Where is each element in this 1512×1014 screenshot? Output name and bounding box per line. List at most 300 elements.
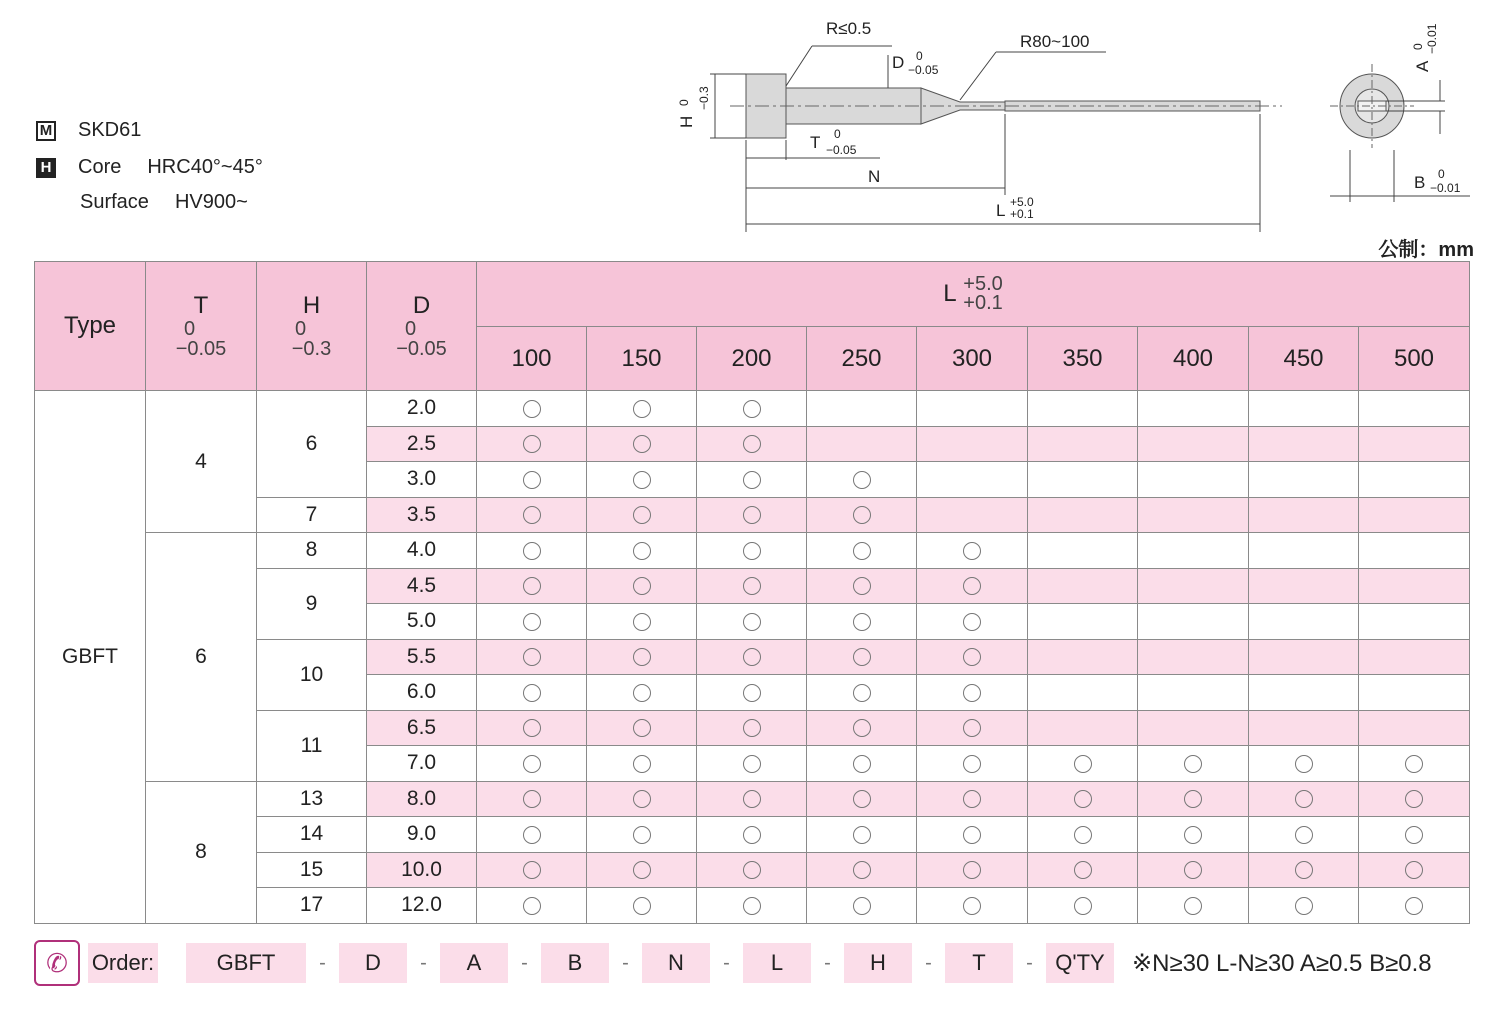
t-label: T xyxy=(810,133,821,152)
availability-cell xyxy=(697,675,807,711)
available-circle-icon xyxy=(633,648,651,666)
order-separator: - xyxy=(925,951,932,974)
hardness-badge: H xyxy=(36,158,56,178)
available-circle-icon xyxy=(523,577,541,595)
availability-cell xyxy=(917,675,1028,711)
availability-cell xyxy=(587,746,697,782)
availability-cell xyxy=(697,497,807,533)
availability-cell xyxy=(1359,746,1470,782)
availability-cell xyxy=(587,888,697,924)
available-circle-icon xyxy=(853,506,871,524)
availability-cell xyxy=(807,639,917,675)
available-circle-icon xyxy=(633,400,651,418)
available-circle-icon xyxy=(633,826,651,844)
available-circle-icon xyxy=(523,435,541,453)
available-circle-icon xyxy=(1074,790,1092,808)
d-cell: 6.5 xyxy=(367,710,477,746)
availability-cell xyxy=(1359,710,1470,746)
availability-cell xyxy=(917,746,1028,782)
d-cell: 6.0 xyxy=(367,675,477,711)
order-separator: - xyxy=(723,951,730,974)
availability-cell xyxy=(587,426,697,462)
d-cell: 12.0 xyxy=(367,888,477,924)
availability-cell xyxy=(587,852,697,888)
a-tol-bottom: −0.01 xyxy=(1425,23,1439,54)
availability-cell xyxy=(917,639,1028,675)
availability-cell xyxy=(477,391,587,427)
r-label: R≤0.5 xyxy=(826,19,872,38)
available-circle-icon xyxy=(1184,897,1202,915)
l-tol-bottom: +0.1 xyxy=(1010,207,1034,221)
h-cell: 8 xyxy=(257,533,367,569)
availability-cell xyxy=(917,533,1028,569)
availability-cell xyxy=(1028,710,1138,746)
available-circle-icon xyxy=(743,471,761,489)
length-header: 200 xyxy=(697,327,807,391)
available-circle-icon xyxy=(853,826,871,844)
available-circle-icon xyxy=(523,506,541,524)
length-header: 250 xyxy=(807,327,917,391)
length-header: 100 xyxy=(477,327,587,391)
length-header: 450 xyxy=(1249,327,1359,391)
d-cell: 10.0 xyxy=(367,852,477,888)
available-circle-icon xyxy=(523,684,541,702)
header-l: L +5.0 +0.1 xyxy=(477,262,1470,327)
l-tol-top: +5.0 xyxy=(1010,195,1034,209)
unit-note: 公制：mm xyxy=(1378,239,1474,261)
l-label: L xyxy=(996,201,1006,220)
available-circle-icon xyxy=(1074,826,1092,844)
availability-cell xyxy=(697,746,807,782)
availability-cell xyxy=(1249,604,1359,640)
availability-cell xyxy=(807,675,917,711)
available-circle-icon xyxy=(523,861,541,879)
availability-cell xyxy=(587,533,697,569)
length-header: 400 xyxy=(1138,327,1249,391)
availability-cell xyxy=(917,710,1028,746)
availability-cell xyxy=(807,710,917,746)
d-cell: 4.0 xyxy=(367,533,477,569)
availability-cell xyxy=(1138,462,1249,498)
table-row xyxy=(35,533,1470,569)
availability-cell xyxy=(1138,497,1249,533)
available-circle-icon xyxy=(743,719,761,737)
h-cell: 14 xyxy=(257,817,367,853)
availability-cell xyxy=(1359,604,1470,640)
availability-cell xyxy=(807,888,917,924)
order-separator: - xyxy=(521,951,528,974)
availability-cell xyxy=(477,888,587,924)
h-label: H xyxy=(677,115,696,128)
available-circle-icon xyxy=(1184,861,1202,879)
availability-cell xyxy=(477,710,587,746)
availability-cell xyxy=(1138,852,1249,888)
b-label: B xyxy=(1414,173,1426,192)
availability-cell xyxy=(1138,817,1249,853)
availability-cell xyxy=(807,497,917,533)
available-circle-icon xyxy=(633,577,651,595)
available-circle-icon xyxy=(633,719,651,737)
availability-cell xyxy=(477,426,587,462)
table-row xyxy=(35,391,1470,427)
availability-cell xyxy=(1359,426,1470,462)
available-circle-icon xyxy=(743,826,761,844)
available-circle-icon xyxy=(743,790,761,808)
availability-cell xyxy=(587,568,697,604)
available-circle-icon xyxy=(853,471,871,489)
availability-cell xyxy=(477,568,587,604)
availability-cell xyxy=(917,462,1028,498)
material-badge: M xyxy=(36,121,56,141)
available-circle-icon xyxy=(743,861,761,879)
available-circle-icon xyxy=(743,613,761,631)
availability-cell xyxy=(917,604,1028,640)
availability-cell xyxy=(807,391,917,427)
b-tol-bottom: −0.01 xyxy=(1430,181,1461,195)
available-circle-icon xyxy=(963,826,981,844)
order-field: D xyxy=(339,943,407,983)
d-cell: 5.5 xyxy=(367,639,477,675)
available-circle-icon xyxy=(963,648,981,666)
availability-cell xyxy=(697,639,807,675)
available-circle-icon xyxy=(853,755,871,773)
available-circle-icon xyxy=(633,613,651,631)
available-circle-icon xyxy=(963,719,981,737)
h-cell: 6 xyxy=(257,391,367,498)
hardness-surface-row xyxy=(80,191,248,214)
order-field: A xyxy=(440,943,508,983)
order-field: B xyxy=(541,943,609,983)
availability-cell xyxy=(1359,391,1470,427)
available-circle-icon xyxy=(523,400,541,418)
available-circle-icon xyxy=(853,613,871,631)
availability-cell xyxy=(1359,497,1470,533)
availability-cell xyxy=(917,497,1028,533)
b-tol-top: 0 xyxy=(1438,167,1445,181)
availability-cell xyxy=(1028,852,1138,888)
availability-cell xyxy=(1359,462,1470,498)
core-label: Core xyxy=(78,156,122,178)
availability-cell xyxy=(587,817,697,853)
surface-label: Surface xyxy=(80,191,149,213)
availability-cell xyxy=(697,604,807,640)
d-tol-top: 0 xyxy=(916,49,923,63)
available-circle-icon xyxy=(523,471,541,489)
availability-cell xyxy=(1028,746,1138,782)
length-header: 350 xyxy=(1028,327,1138,391)
availability-cell xyxy=(1028,568,1138,604)
order-notes: ※N≥30 L-N≥30 A≥0.5 B≥0.8 xyxy=(1132,949,1432,977)
available-circle-icon xyxy=(1405,755,1423,773)
h-cell: 11 xyxy=(257,710,367,781)
available-circle-icon xyxy=(1405,897,1423,915)
available-circle-icon xyxy=(963,755,981,773)
availability-cell xyxy=(1249,497,1359,533)
availability-cell xyxy=(477,497,587,533)
availability-cell xyxy=(1249,391,1359,427)
availability-cell xyxy=(1249,533,1359,569)
availability-cell xyxy=(1359,852,1470,888)
h-tol-top: 0 xyxy=(677,99,691,106)
availability-cell xyxy=(807,604,917,640)
availability-cell xyxy=(1138,746,1249,782)
d-cell: 3.5 xyxy=(367,497,477,533)
table-row xyxy=(35,781,1470,817)
availability-cell xyxy=(1359,817,1470,853)
available-circle-icon xyxy=(1405,861,1423,879)
d-cell: 5.0 xyxy=(367,604,477,640)
h-cell: 10 xyxy=(257,639,367,710)
available-circle-icon xyxy=(633,755,651,773)
d-cell: 3.0 xyxy=(367,462,477,498)
availability-cell xyxy=(587,781,697,817)
availability-cell xyxy=(807,817,917,853)
available-circle-icon xyxy=(743,648,761,666)
available-circle-icon xyxy=(963,542,981,560)
available-circle-icon xyxy=(743,684,761,702)
availability-cell xyxy=(1028,675,1138,711)
header-type: Type xyxy=(35,262,146,391)
order-field: H xyxy=(844,943,912,983)
available-circle-icon xyxy=(963,577,981,595)
available-circle-icon xyxy=(853,897,871,915)
available-circle-icon xyxy=(963,684,981,702)
availability-cell xyxy=(697,710,807,746)
availability-cell xyxy=(697,533,807,569)
available-circle-icon xyxy=(633,506,651,524)
availability-cell xyxy=(917,391,1028,427)
available-circle-icon xyxy=(963,790,981,808)
available-circle-icon xyxy=(633,471,651,489)
availability-cell xyxy=(477,817,587,853)
availability-cell xyxy=(697,781,807,817)
a-label: A xyxy=(1413,60,1432,72)
r80-label: R80~100 xyxy=(1020,32,1090,51)
availability-cell xyxy=(807,462,917,498)
availability-cell xyxy=(1138,675,1249,711)
availability-cell xyxy=(1359,533,1470,569)
availability-cell xyxy=(917,781,1028,817)
available-circle-icon xyxy=(743,577,761,595)
availability-cell xyxy=(1028,497,1138,533)
core-value: HRC40°~45° xyxy=(147,156,263,178)
available-circle-icon xyxy=(1405,790,1423,808)
available-circle-icon xyxy=(853,861,871,879)
surface-value: HV900~ xyxy=(174,191,248,213)
t-tol-bottom: −0.05 xyxy=(826,143,857,157)
availability-cell xyxy=(1359,781,1470,817)
available-circle-icon xyxy=(633,790,651,808)
availability-cell xyxy=(807,746,917,782)
available-circle-icon xyxy=(523,897,541,915)
availability-cell xyxy=(1138,426,1249,462)
phone-icon[interactable]: ✆ xyxy=(34,940,80,986)
availability-cell xyxy=(477,746,587,782)
availability-cell xyxy=(587,462,697,498)
order-separator: - xyxy=(420,951,427,974)
availability-cell xyxy=(477,604,587,640)
availability-cell xyxy=(1249,568,1359,604)
order-code: GBFT xyxy=(186,943,306,983)
availability-cell xyxy=(587,675,697,711)
available-circle-icon xyxy=(633,897,651,915)
order-separator: - xyxy=(824,951,831,974)
availability-cell xyxy=(917,888,1028,924)
available-circle-icon xyxy=(633,684,651,702)
available-circle-icon xyxy=(853,684,871,702)
pin-drawing xyxy=(670,10,1500,240)
available-circle-icon xyxy=(1295,790,1313,808)
available-circle-icon xyxy=(1184,826,1202,844)
a-tol-top: 0 xyxy=(1411,43,1425,50)
h-cell: 15 xyxy=(257,852,367,888)
available-circle-icon xyxy=(743,435,761,453)
available-circle-icon xyxy=(1184,755,1202,773)
available-circle-icon xyxy=(1295,897,1313,915)
availability-cell xyxy=(917,817,1028,853)
availability-cell xyxy=(1028,462,1138,498)
availability-cell xyxy=(697,568,807,604)
order-field: L xyxy=(743,943,811,983)
availability-cell xyxy=(1249,746,1359,782)
available-circle-icon xyxy=(853,790,871,808)
availability-cell xyxy=(1249,817,1359,853)
order-field: N xyxy=(642,943,710,983)
d-label: D xyxy=(892,53,905,72)
h-cell: 13 xyxy=(257,781,367,817)
availability-cell xyxy=(1359,888,1470,924)
order-separator: - xyxy=(319,951,326,974)
availability-cell xyxy=(917,426,1028,462)
available-circle-icon xyxy=(963,861,981,879)
material-row xyxy=(36,119,141,142)
available-circle-icon xyxy=(523,826,541,844)
available-circle-icon xyxy=(743,400,761,418)
availability-cell xyxy=(1138,391,1249,427)
d-cell: 9.0 xyxy=(367,817,477,853)
availability-cell xyxy=(1249,639,1359,675)
availability-cell xyxy=(477,852,587,888)
available-circle-icon xyxy=(523,613,541,631)
availability-cell xyxy=(1138,781,1249,817)
available-circle-icon xyxy=(853,648,871,666)
available-circle-icon xyxy=(1074,897,1092,915)
order-field: T xyxy=(945,943,1013,983)
availability-cell xyxy=(1028,888,1138,924)
d-cell: 4.5 xyxy=(367,568,477,604)
available-circle-icon xyxy=(963,897,981,915)
available-circle-icon xyxy=(523,755,541,773)
availability-cell xyxy=(1138,888,1249,924)
available-circle-icon xyxy=(523,790,541,808)
length-header: 500 xyxy=(1359,327,1470,391)
length-header: 150 xyxy=(587,327,697,391)
available-circle-icon xyxy=(1295,826,1313,844)
availability-cell xyxy=(1138,639,1249,675)
available-circle-icon xyxy=(523,542,541,560)
h-cell: 17 xyxy=(257,888,367,924)
availability-cell xyxy=(1359,568,1470,604)
hardness-core-row xyxy=(36,156,263,179)
available-circle-icon xyxy=(523,719,541,737)
availability-cell xyxy=(477,462,587,498)
h-cell: 7 xyxy=(257,497,367,533)
available-circle-icon xyxy=(633,861,651,879)
availability-cell xyxy=(1249,781,1359,817)
availability-cell xyxy=(807,852,917,888)
order-separator: - xyxy=(1026,951,1033,974)
available-circle-icon xyxy=(743,755,761,773)
header-h: H 0 −0.3 xyxy=(257,262,367,391)
availability-cell xyxy=(697,426,807,462)
d-cell: 8.0 xyxy=(367,781,477,817)
available-circle-icon xyxy=(743,506,761,524)
available-circle-icon xyxy=(633,542,651,560)
availability-cell xyxy=(587,604,697,640)
header-t: T 0 −0.05 xyxy=(146,262,257,391)
availability-cell xyxy=(587,639,697,675)
availability-cell xyxy=(697,391,807,427)
order-bar xyxy=(34,941,1432,985)
material-value: SKD61 xyxy=(78,119,142,141)
availability-cell xyxy=(807,568,917,604)
availability-cell xyxy=(1249,852,1359,888)
available-circle-icon xyxy=(853,577,871,595)
t-tol-top: 0 xyxy=(834,127,841,141)
availability-cell xyxy=(477,781,587,817)
availability-cell xyxy=(697,888,807,924)
availability-cell xyxy=(807,781,917,817)
available-circle-icon xyxy=(1405,826,1423,844)
availability-cell xyxy=(1138,604,1249,640)
d-tol-bottom: −0.05 xyxy=(908,63,939,77)
order-separator: - xyxy=(622,951,629,974)
availability-cell xyxy=(1028,781,1138,817)
header-d: D 0 −0.05 xyxy=(367,262,477,391)
available-circle-icon xyxy=(963,613,981,631)
availability-cell xyxy=(697,852,807,888)
spec-table xyxy=(34,261,1470,924)
order-field: Q'TY xyxy=(1046,943,1114,983)
available-circle-icon xyxy=(853,542,871,560)
availability-cell xyxy=(917,568,1028,604)
availability-cell xyxy=(587,710,697,746)
h-tol-bottom: −0.3 xyxy=(697,86,711,110)
type-cell: GBFT xyxy=(35,391,146,924)
available-circle-icon xyxy=(1074,861,1092,879)
availability-cell xyxy=(1249,675,1359,711)
availability-cell xyxy=(1028,533,1138,569)
availability-cell xyxy=(1028,817,1138,853)
availability-cell xyxy=(1028,604,1138,640)
availability-cell xyxy=(1359,675,1470,711)
availability-cell xyxy=(807,533,917,569)
availability-cell xyxy=(477,675,587,711)
available-circle-icon xyxy=(853,719,871,737)
t-cell: 8 xyxy=(146,781,257,923)
availability-cell xyxy=(697,817,807,853)
availability-cell xyxy=(1028,639,1138,675)
availability-cell xyxy=(697,462,807,498)
availability-cell xyxy=(1028,391,1138,427)
d-cell: 7.0 xyxy=(367,746,477,782)
availability-cell xyxy=(1249,888,1359,924)
length-header: 300 xyxy=(917,327,1028,391)
t-cell: 4 xyxy=(146,391,257,533)
availability-cell xyxy=(587,391,697,427)
available-circle-icon xyxy=(1295,861,1313,879)
availability-cell xyxy=(1028,426,1138,462)
